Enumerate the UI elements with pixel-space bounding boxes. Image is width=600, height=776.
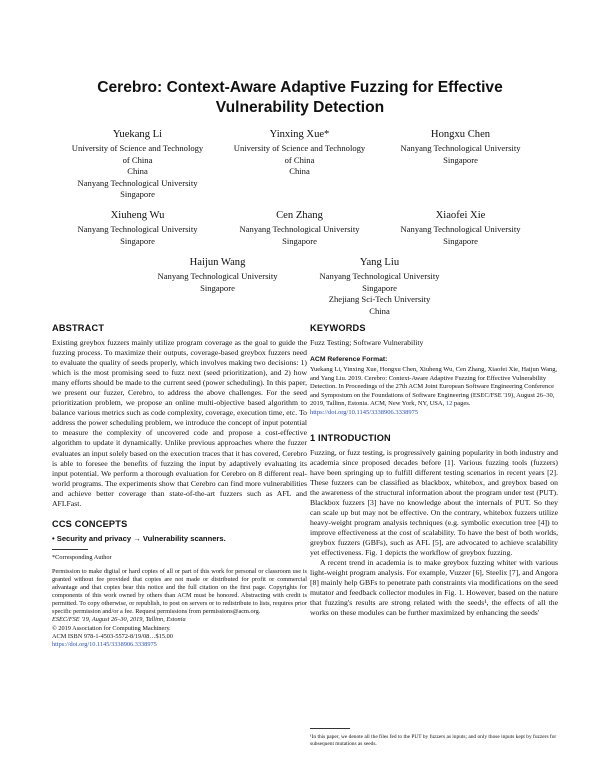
author-affiliation: University of Science and Technology [233,143,366,153]
keywords-text: Fuzz Testing; Software Vulnerability [310,338,424,347]
author-name: Yang Liu [359,257,400,268]
ccs-item: • Security and privacy → Vulnerability scanners. [52,533,226,543]
author-name: Xiaofei Xie [435,210,486,221]
author-affiliation: Singapore [120,189,155,200]
author-affiliation: Singapore [443,154,478,165]
isbn-line: ACM ISBN 978-1-4503-5572-8/19/08…$15.00 [52,632,173,640]
permission-notice: Permission to make digital or hard copies of all or part of this work for personal or classroom use is granted without fee provided that copies are not made or distributed for profit or commercial advantage and that copies bear this notice and the full citation on the first page. Copyrights for components of this work owned by others than ACM must be honored. Abstracting with credit is permitted. To copy otherwise, or republish, to post on servers or to redistribute to lists, requires prior specific permission and/or a fee. Request permissions from permissions@acm.org. [52,567,307,616]
title-line-2: Vulnerability Detection [215,99,385,116]
acm-reference-label: ACM Reference Format: [310,356,388,364]
abstract-heading: ABSTRACT [52,323,105,333]
author-affiliation: Zhejiang Sci-Tech University [328,294,431,305]
author-name: Haijun Wang [189,257,246,268]
author-affiliation: of China [284,154,315,165]
author-name: Hongxu Chen [430,129,491,140]
footnote-divider [310,728,350,729]
author-block [292,256,467,317]
introduction-heading: 1 INTRODUCTION [310,432,391,443]
author-affiliation: Nanyang Technological University [77,177,198,188]
author-affiliation: Singapore [120,235,155,246]
introduction-paragraph-2: A recent trend in academia is to make greybox fuzzing whiter with various light-weight program analysis. For example, Vuzzer [6], Steelix [7], and Angora [8] mainly help GBFs to penetrate path constraints via modifications on the seed mutator and feedback collector modules in Fig. 1. However, based on the nature that fuzzing's results are strong related with the seeds¹, the effects of all the works on these modules can be further maximized by enhancing the seeds' [310,558,558,618]
paper-title [40,78,560,118]
abstract-text: Existing greybox fuzzers mainly utilize program coverage as the goal to guide the fuzzing process. To maximize their outputs, coverage-based greybox fuzzers need to evaluate the quality of seeds properly, which involves making two decisions: 1) which is the most promising seed to fuzz next (seed prioritization), and 2) how many efforts should be made to the current seed (power scheduling). In this paper, we present our fuzzer, Cerebro, to address the above challenges. For the seed prioritization problem, we propose an online multi-objective based algorithm to balance various metrics such as code complexity, coverage, execution time, etc. To address the power scheduling problem, we introduce the concept of input potential to measure the complexity of uncovered code and propose a cost-effective algorithm to update it dynamically. Unlike previous approaches where the fuzzer evaluates an input solely based on the execution traces that it has covered, Cerebro is able to foresee the benefits of fuzzing the input by adaptively evaluating its input potential. We perform a thorough evaluation for Cerebro on 8 different real-world programs. The experiments show that Cerebro can find more vulnerabilities and achieve better coverage than state-of-the-art fuzzers such as AFL and AFLFast. [52,338,307,508]
author-block [373,128,548,166]
author-block [50,209,225,247]
acm-reference-text [310,366,558,418]
author-affiliation: Nanyang Technological University [77,224,198,234]
author-affiliation: Nanyang Technological University [400,143,521,153]
author-affiliation: China [369,305,390,316]
author-name: Yuekang Li [112,129,163,140]
ccs-heading: CCS CONCEPTS [52,518,128,529]
doi-link[interactable]: https://doi.org/10.1145/3338906.3338975 [52,640,157,648]
page-count-link[interactable]: 12 [445,400,453,408]
author-block [212,128,387,178]
author-affiliation: Singapore [362,282,397,293]
copyright-line: © 2019 Association for Computing Machinery. [52,624,171,632]
author-affiliation: of China [122,154,153,165]
acm-reference-pages-suffix: pages. [452,400,471,408]
author-affiliation: Nanyang Technological University [157,271,278,281]
author-block [373,209,548,247]
author-block [130,256,305,294]
author-affiliation: China [289,166,310,177]
right-column [310,322,558,618]
acm-reference-body: Yuekang Li, Yinxing Xue, Hongxu Chen, Xiuheng Wu, Cen Zhang, Xiaofei Xie, Haijun Wang, and Yang Liu. 2019. Cerebro: Context-Aware Adaptive Fuzzing for Effective Vulnerability Detection. In Proceedings of the 27th ACM Joint European Software Engineering Conference and Symposium on the Foundations of Software Engineering (ESEC/FSE '19), August 26–30, 2019, Tallinn, Estonia. ACM, New York, NY, USA, [310,366,558,408]
author-affiliation: Nanyang Technological University [319,271,440,281]
title-line-1: Cerebro: Context-Aware Adaptive Fuzzing for Effective [97,79,503,96]
left-column [52,322,307,649]
author-block [212,209,387,247]
author-affiliation: Nanyang Technological University [400,224,521,234]
acm-reference-doi-link[interactable]: https://doi.org/10.1145/3338906.3338975 [310,409,419,417]
author-name: Yinxing Xue* [269,129,330,140]
corresponding-author-note: *Corresponding Author [52,553,112,561]
author-affiliation: Nanyang Technological University [239,224,360,234]
author-affiliation: Singapore [200,282,235,293]
author-name: Cen Zhang [276,210,323,221]
author-block [50,128,225,201]
footnote-rule [52,549,88,550]
author-name: Xiuheng Wu [110,210,165,221]
venue-line: ESEC/FSE '19, August 26–30, 2019, Tallinn, Estonia [52,616,186,624]
introduction-paragraph-1: Fuzzing, or fuzz testing, is progressively gaining popularity in both industry and academia since proposed decades before [1]. Various fuzzing tools (fuzzers) have been springing up to fulfill different testing scenarios in recent years [2]. These fuzzers can be classified as blackbox, whitebox, and greybox based on the awareness of the structural information about the program under test (PUT). Blackbox fuzzers [3] have no knowledge about the internals of PUT. So they can scale up but may not be effective. On the contrary, whitebox fuzzers utilize heavy-weight program analysis techniques (e.g. symbolic execution tree [4]) to improve effectiveness at the cost of scalability. To have the best of both worlds, greybox fuzzers (GBFs), such as AFL [5], are advocated to achieve scalability yet effectiveness. Fig. 1 depicts the workflow of greybox fuzzing. [310,447,558,558]
author-affiliation: China [127,166,148,177]
footnote: ¹In this paper, we denote all the files fed to the PUT by fuzzers as inputs; and only those inputs kept by fuzzers for subsequent mutations as seeds. [310,734,557,747]
author-affiliation: Singapore [282,235,317,246]
author-affiliation: University of Science and Technology [71,143,204,153]
author-affiliation: Singapore [443,235,478,246]
keywords-heading: KEYWORDS [310,323,366,333]
